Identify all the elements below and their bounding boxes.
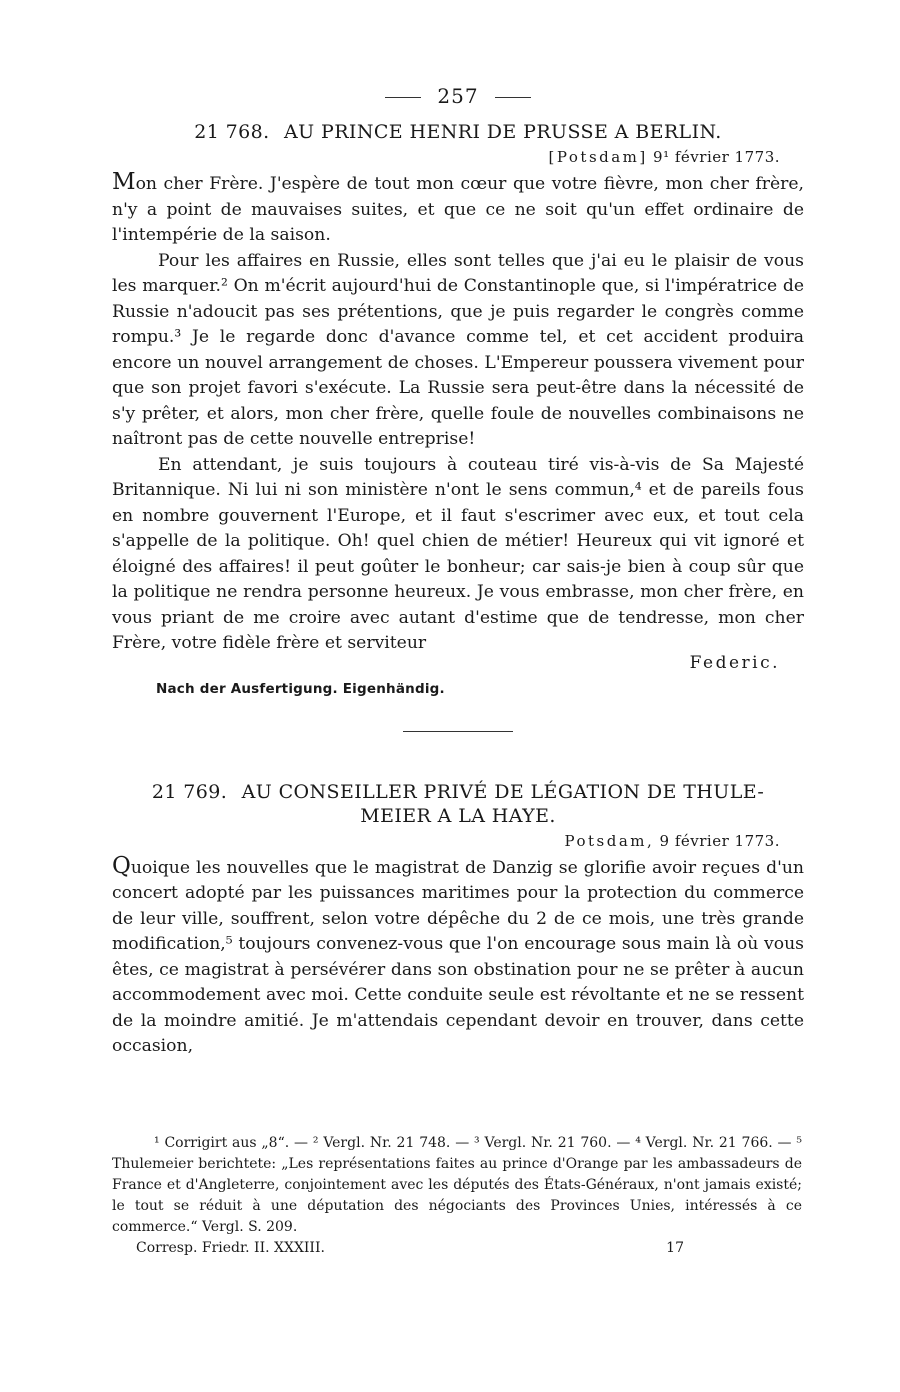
letter-2-number: 21 769. [151,780,228,803]
letter-1-paragraph-2: Pour les affaires en Russie, elles sont telles que j'ai eu le plaisir de vous les marquer.² On m'écrit aujourd'hui de Constantinople que, si l'impératrice de Russie n'adoucit pas ses prétentions, que je puis regarder le congrès comme rompu.³ Je le regarde donc d'avance comme tel, et cet accident produira encore un nouvel arrangement de choses. L'Empereur poussera vivement pour que son projet favori s'exécute. La Russie sera peut-être dans la nécessité de s'y prêter, et alors, mon cher frère, quelle foule de nouvelles combinaisons ne naîtront pas de cette nouvelle entreprise! [112,250,804,449]
footer-sheet-number: 17 [666,1240,684,1256]
page-number-text: 257 [437,84,479,108]
page-number-dash-right [495,97,531,98]
letter-2-place: Potsdam, [564,831,655,850]
letter-1-signature: Federic. [689,652,780,673]
letter-2-title-line-1: AU CONSEILLER PRIVÉ DE LÉGATION DE THULE- [241,780,765,803]
letter-2-paragraph-1 [112,854,804,1060]
letter-2-dropcap: Q [112,852,131,879]
page-number [112,84,804,108]
letter-1-title: AU PRINCE HENRI DE PRUSSE A BERLIN. [284,121,722,143]
letter-1-date: 9¹ février 1773. [653,148,780,166]
page-number-dash-left [385,97,421,98]
footer-volume: Corresp. Friedr. II. XXXIII. [136,1240,325,1256]
letter-2-title-line-2: MEIER A LA HAYE. [360,804,556,827]
page-footer [136,1240,696,1256]
letter-1-paragraph-1-text: on cher Frère. J'espère de tout mon cœur que votre fièvre, mon cher frère, n'y a point de mauvaises suites, et que ce ne soit qu'un effet ordinaire de l'intempérie de la saison. [112,174,804,245]
footnotes [112,1133,802,1238]
letter-1-signature-row [112,652,804,679]
letter-2-dateline [112,832,780,850]
letter-1-place: [Potsdam] [548,148,648,166]
letter-1-number: 21 768. [194,121,270,143]
letter-2-heading [112,780,804,828]
footnotes-text: ¹ Corrigirt aus „8“. — ² Vergl. Nr. 21 748. — ³ Vergl. Nr. 21 760. — ⁴ Vergl. Nr. 21 766. — ⁵ Thulemeier berichtete: „Les représentations faites au prince d'Orange par les ambassadeurs de France et d'Angleterre, conjointement avec les députés des États-Généraux, n'ont jamais existé; le tout se réduit à une députation des négociants des Provinces Unies, intéressés à ce commerce.“ Vergl. S. 209. [112,1135,802,1235]
letter-2-date: 9 février 1773. [659,831,780,850]
page-body [112,84,804,1060]
letter-2-paragraph-1-text: uoique les nouvelles que le magistrat de Danzig se glorifie avoir reçues d'un concert adopté par les puissances maritimes pour la protection du commerce de leur ville, souffrent, selon votre dépêche du 2 de ce mois, une très grande modification,⁵ toujours convenez-vous que l'on encourage sous main là où vous êtes, ce magistrat à persévérer dans son obstination pour ne se prêter à aucun accommodement avec moi. Cette conduite seule est révoltante et ne se ressent de la moindre amitié. Je m'attendais cependant devoir en trouver, dans cette occasion, [112,857,804,1056]
letter-2-heading-line-1 [112,780,804,804]
section-divider [403,731,513,732]
letter-1-dateline [112,148,780,166]
letter-1-heading [112,120,804,144]
letter-1-dropcap: M [112,169,136,195]
letter-1-paragraph-1 [112,170,804,249]
letter-1-source-note: Nach der Ausfertigung. Eigenhändig. [156,680,445,697]
letter-1-paragraph-3: En attendant, je suis toujours à couteau tiré vis-à-vis de Sa Majesté Britannique. Ni lui ni son ministère n'ont le sens commun,⁴ et de pareils fous en nombre gouvernent l'Europe, et il faut s'escrimer avec eux, et tout cela s'appelle de la politique. Oh! quel chien de métier! Heureux qui vit ignoré et éloigné des affaires! il peut goûter le bonheur; car sais-je bien à coup sûr que la politique ne rendra personne heureux. Je vous embrasse, mon cher frère, en vous priant de me croire avec autant d'estime que de tendresse, mon cher Frère, votre fidèle frère et serviteur [112,454,804,653]
